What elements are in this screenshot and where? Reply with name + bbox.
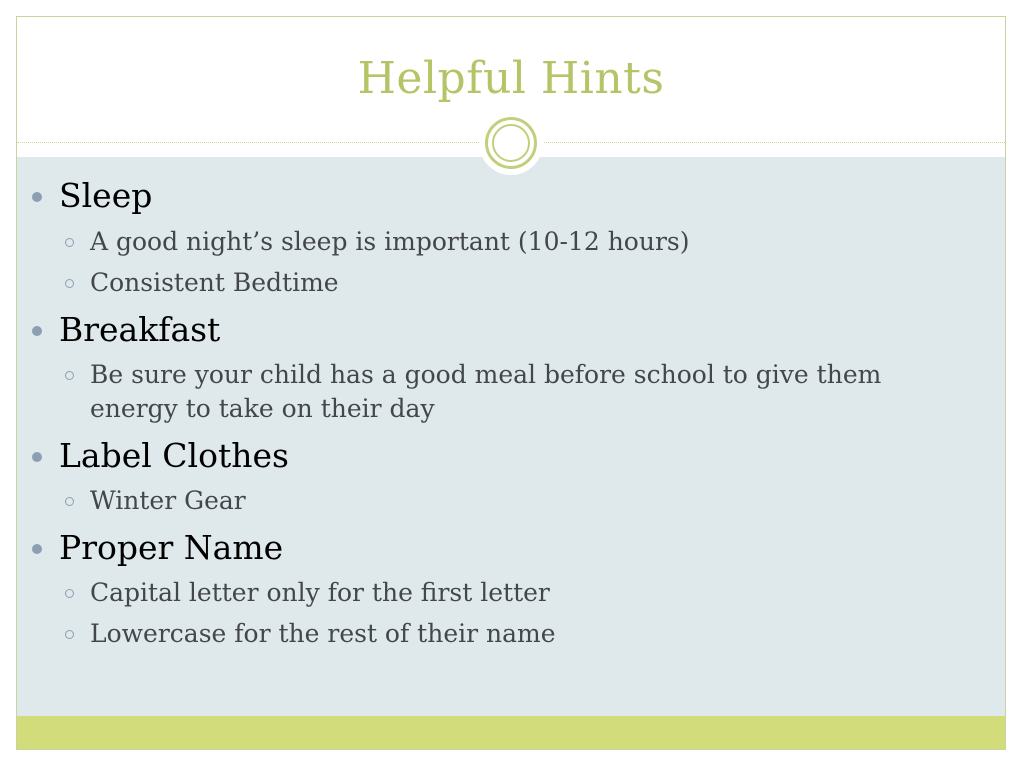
sub-bullet — [90, 358, 950, 426]
sub-bullet-label: A good night’s sleep is important (10-12 hours) — [90, 227, 690, 256]
sub-bullet-label: Be sure your child has a good meal before school to give them energy to take on their day — [90, 360, 882, 423]
bullet-label: Sleep — [59, 176, 153, 215]
bullet-dot-icon — [32, 452, 42, 462]
sub-bullet — [90, 225, 950, 259]
bullet-circle-icon — [65, 238, 74, 247]
bullet-circle-icon — [65, 589, 74, 598]
sub-bullet-label: Consistent Bedtime — [90, 268, 339, 297]
bullet-dot-icon — [32, 326, 42, 336]
bullet-label-clothes — [59, 436, 289, 475]
bullet-proper-name — [59, 528, 283, 567]
sub-bullet — [90, 576, 950, 610]
ring-inner — [492, 124, 530, 162]
bullet-sleep — [59, 176, 152, 215]
sub-bullet-label: Lowercase for the rest of their name — [90, 619, 556, 648]
sub-bullet-label: Winter Gear — [90, 486, 246, 515]
sub-bullet — [90, 617, 950, 651]
sub-bullet-label: Capital letter only for the first letter — [90, 578, 550, 607]
bullet-breakfast — [59, 310, 220, 349]
bullet-dot-icon — [32, 544, 42, 554]
bullet-label: Breakfast — [59, 310, 221, 349]
bullet-label: Label Clothes — [59, 436, 289, 475]
bottom-accent-bar — [17, 716, 1005, 750]
bullet-circle-icon — [65, 371, 74, 380]
bullet-circle-icon — [65, 630, 74, 639]
bullet-dot-icon — [32, 192, 42, 202]
bullet-circle-icon — [65, 279, 74, 288]
slide-title: Helpful Hints — [357, 53, 665, 104]
sub-bullet — [90, 484, 950, 518]
bullet-label: Proper Name — [59, 528, 284, 567]
bullet-circle-icon — [65, 497, 74, 506]
sub-bullet — [90, 266, 950, 300]
ring-ornament-icon — [485, 117, 537, 169]
